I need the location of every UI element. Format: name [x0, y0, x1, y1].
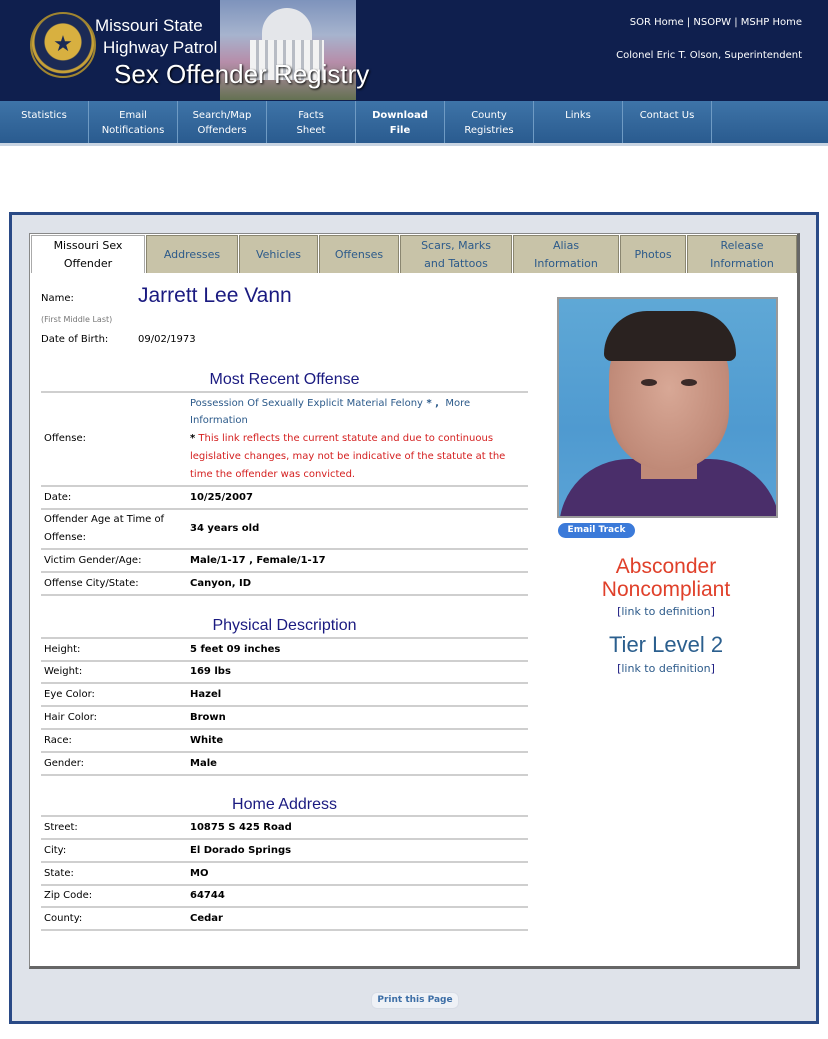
- name-label: Name:: [41, 293, 74, 304]
- row-divider: [41, 815, 528, 817]
- offense-asterisk: * ,: [422, 398, 439, 409]
- nav-download-file[interactable]: [356, 101, 445, 143]
- offense-date-label: Date:: [44, 492, 72, 503]
- nsopw-link[interactable]: NSOPW: [693, 17, 731, 28]
- disclaimer-asterisk: *: [190, 433, 196, 444]
- tab-scars-marks-tattoos[interactable]: [400, 235, 512, 273]
- zip-label: Zip Code:: [44, 890, 93, 901]
- tab-label: Missouri Sex: [53, 238, 123, 252]
- status-definition: [link to definition]: [617, 605, 715, 618]
- hair-color-value: Brown: [190, 712, 226, 723]
- nav-contact-us[interactable]: [623, 101, 712, 143]
- disclaimer-text: This link reflects the current statute and due to continuous legislative changes, may not be indicative of the statute at the time the offender was convicted.: [190, 433, 506, 480]
- offender-tabs: [31, 235, 798, 273]
- email-track-button[interactable]: Email Track: [558, 523, 635, 538]
- nav-divider: [0, 143, 828, 146]
- height-label: Height:: [44, 644, 81, 655]
- offense-date-value: 10/25/2007: [190, 492, 253, 503]
- nav-email-notifications[interactable]: [89, 101, 178, 143]
- print-page-button[interactable]: Print this Page: [371, 992, 459, 1009]
- hair-color-label: Hair Color:: [44, 712, 98, 723]
- header-title-line1: Missouri State: [95, 16, 203, 35]
- tab-label: Photos: [634, 247, 672, 261]
- tab-release-information[interactable]: [687, 235, 797, 273]
- victim-label: Victim Gender/Age:: [44, 555, 142, 566]
- nav-label: Links: [565, 110, 591, 121]
- zip-value: 64744: [190, 890, 225, 901]
- weight-label: Weight:: [44, 666, 83, 677]
- weight-value: 169 lbs: [190, 666, 231, 677]
- race-value: White: [190, 735, 224, 746]
- registry-title: Sex Offender Registry: [114, 59, 370, 89]
- county-value: Cedar: [190, 913, 223, 924]
- row-divider: [41, 774, 528, 776]
- tab-photos[interactable]: [620, 235, 686, 273]
- row-divider: [41, 637, 528, 639]
- tab-label: Vehicles: [255, 247, 302, 261]
- state-label: State:: [44, 868, 74, 879]
- dob-value: 09/02/1973: [138, 334, 196, 345]
- offense-city-label: Offense City/State:: [44, 578, 139, 589]
- photo-hair: [604, 311, 736, 361]
- tab-label: Information: [534, 256, 598, 270]
- nav-label: Sheet: [296, 125, 326, 136]
- tab-vehicles[interactable]: [239, 235, 318, 273]
- main-nav: [0, 101, 828, 143]
- row-divider: [41, 751, 528, 753]
- nav-statistics[interactable]: [0, 101, 89, 143]
- offender-age-value: 34 years old: [190, 523, 260, 534]
- physical-section-title: Physical Description: [212, 617, 357, 634]
- photo-eye: [641, 379, 657, 386]
- more-information-link[interactable]: More Information: [190, 398, 471, 426]
- offense-section-title: Most Recent Offense: [209, 371, 360, 388]
- city-value: El Dorado Springs: [190, 845, 292, 856]
- row-divider: [41, 660, 528, 662]
- row-divider: [41, 571, 528, 573]
- street-value: 10875 S 425 Road: [190, 822, 292, 833]
- photo-eye: [681, 379, 697, 386]
- city-label: City:: [44, 845, 67, 856]
- offense-statute-link[interactable]: Possession Of Sexually Explicit Material Felony: [190, 398, 423, 409]
- nav-label: Facts: [298, 110, 324, 121]
- row-divider: [41, 594, 528, 596]
- status-definition-link[interactable]: link to definition: [621, 605, 711, 618]
- row-divider: [41, 682, 528, 684]
- eye-color-label: Eye Color:: [44, 689, 95, 700]
- highway-patrol-seal-icon: ★: [30, 12, 96, 78]
- status-absconder: Absconder: [615, 555, 717, 578]
- tab-label: Information: [710, 256, 774, 270]
- nav-label: Offenders: [197, 125, 247, 136]
- offense-city-value: Canyon, ID: [190, 578, 252, 589]
- row-divider: [41, 861, 528, 863]
- sor-home-link[interactable]: SOR Home: [629, 17, 684, 28]
- link-separator: |: [734, 17, 738, 28]
- tab-label: and Tattoos: [424, 256, 488, 270]
- tab-missouri-sex-offender[interactable]: [31, 235, 145, 273]
- site-header: [0, 0, 828, 101]
- row-divider: [41, 838, 528, 840]
- state-value: MO: [190, 868, 209, 879]
- superintendent-text: Colonel Eric T. Olson, Superintendent: [616, 50, 802, 61]
- nav-label: Search/Map: [192, 110, 252, 121]
- tab-addresses[interactable]: [146, 235, 238, 273]
- nav-label: Registries: [464, 125, 514, 136]
- nav-label: Download: [372, 110, 428, 121]
- nav-links[interactable]: [534, 101, 623, 143]
- mshp-home-link[interactable]: MSHP Home: [740, 17, 802, 28]
- row-divider: [41, 705, 528, 707]
- tier-definition-link[interactable]: link to definition: [621, 662, 711, 675]
- row-divider: [41, 906, 528, 908]
- nav-facts-sheet[interactable]: [267, 101, 356, 143]
- tier-level: Tier Level 2: [608, 632, 724, 657]
- offense-description: [190, 395, 520, 429]
- victim-value: Male/1-17 , Female/1-17: [190, 555, 326, 566]
- tab-label: Scars, Marks: [421, 238, 491, 252]
- offender-photo: [557, 297, 778, 518]
- link-separator: |: [686, 17, 691, 28]
- tab-label: Offender: [63, 256, 113, 270]
- tab-label: Addresses: [163, 247, 221, 261]
- tab-label: Alias: [552, 238, 580, 252]
- nav-search-map[interactable]: [178, 101, 267, 143]
- row-divider: [41, 929, 528, 931]
- row-divider: [41, 884, 528, 886]
- header-title-line2: Highway Patrol: [103, 38, 218, 57]
- gender-label: Gender:: [44, 758, 85, 769]
- statute-disclaimer: [190, 430, 525, 484]
- row-divider: [41, 548, 528, 550]
- nav-label: Notifications: [101, 125, 165, 136]
- nav-label: County: [471, 110, 507, 121]
- row-divider: [41, 485, 528, 487]
- nav-label: File: [389, 125, 411, 136]
- tier-definition: [link to definition]: [617, 662, 715, 675]
- tab-offenses[interactable]: [319, 235, 399, 273]
- street-label: Street:: [44, 822, 78, 833]
- name-hint: (First Middle Last): [41, 315, 113, 324]
- row-divider: [41, 728, 528, 730]
- nav-county-registries[interactable]: [445, 101, 534, 143]
- nav-label: Statistics: [21, 110, 67, 121]
- offender-age-label: Offender Age at Time of Offense:: [44, 514, 165, 543]
- gender-value: Male: [190, 758, 217, 769]
- tab-label: Release: [720, 238, 764, 252]
- nav-label: Contact Us: [639, 110, 695, 121]
- tab-alias-information[interactable]: [513, 235, 619, 273]
- compliance-status: [555, 555, 777, 601]
- height-value: 5 feet 09 inches: [190, 644, 281, 655]
- eye-color-value: Hazel: [190, 689, 222, 700]
- row-divider: [41, 508, 528, 510]
- row-divider: [41, 391, 528, 393]
- race-label: Race:: [44, 735, 72, 746]
- status-noncompliant: Noncompliant: [601, 578, 731, 601]
- top-links: [630, 17, 802, 28]
- offense-label: Offense:: [44, 433, 86, 444]
- nav-label: Email: [119, 110, 147, 121]
- dob-label: Date of Birth:: [41, 334, 109, 345]
- tab-label: Offenses: [334, 247, 384, 261]
- offender-name: Jarrett Lee Vann: [138, 284, 292, 307]
- county-label: County:: [44, 913, 83, 924]
- address-section-title: Home Address: [232, 796, 337, 813]
